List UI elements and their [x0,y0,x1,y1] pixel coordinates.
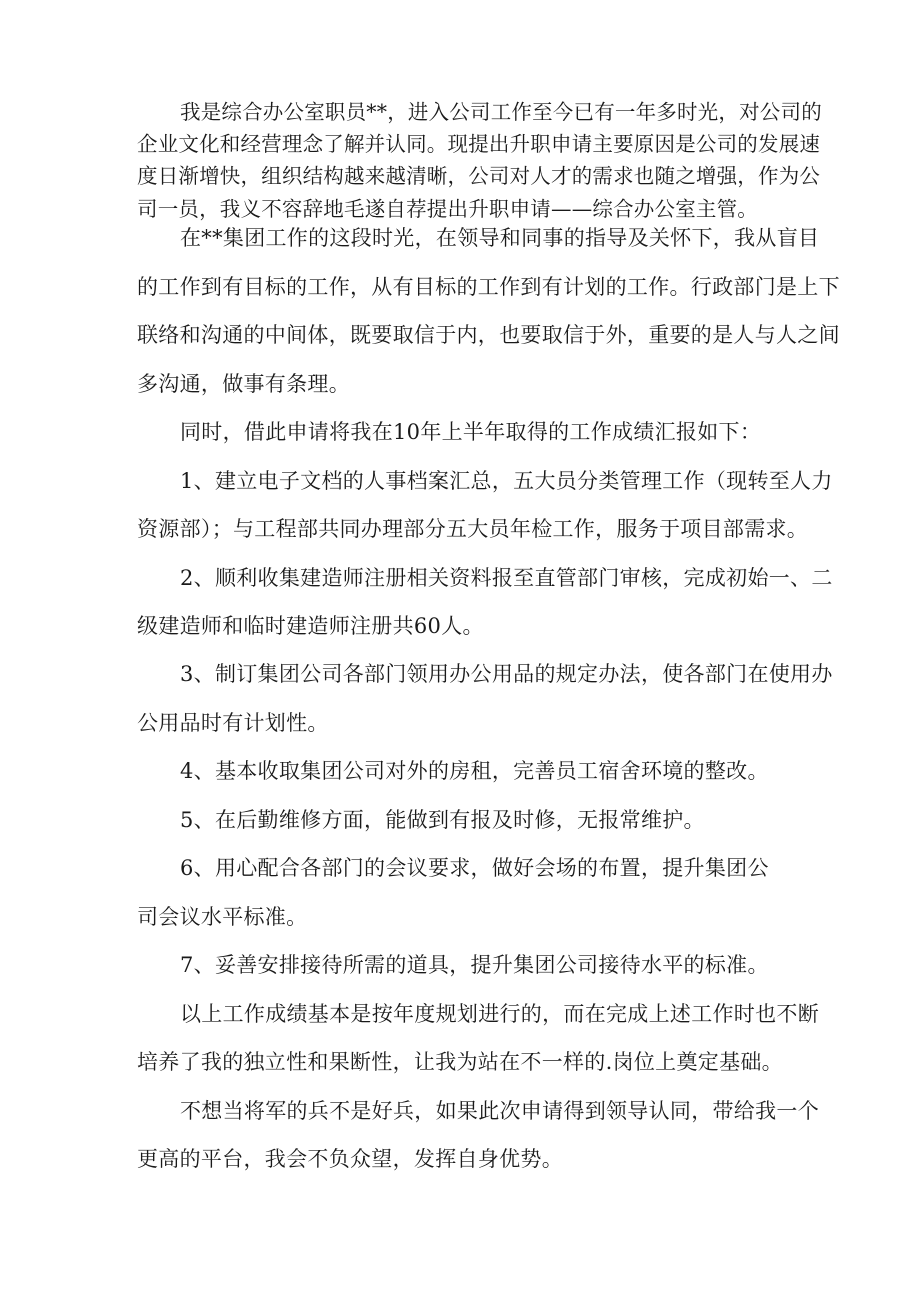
text-line: 司一员，我义不容辞地毛遂自荐提出升职申请——综合办公室主管。 [137,197,758,221]
text-line: 培养了我的独立性和果断性，让我为站在不一样的.岗位上奠定基础。 [137,1050,783,1074]
text-line: 2、顺利收集建造师注册相关资料报至直管部门审核，完成初始一、二 [180,566,833,590]
text-line: 在**集团工作的这段时光，在领导和同事的指导及关怀下，我从盲目 [180,226,820,250]
text-line: 司会议水平标准。 [137,905,308,929]
text-line: 同时，借此申请将我在10年上半年取得的工作成绩汇报如下： [180,420,762,444]
text-line: 我是综合办公室职员**，进入公司工作至今已有一年多时光，对公司的 [180,100,822,124]
text-line: 4、基本收取集团公司对外的房租，完善员工宿舍环境的整改。 [180,759,769,783]
text-line: 7、妥善安排接待所需的道具，提升集团公司接待水平的标准。 [180,953,769,977]
text-line: 多沟通，做事有条理。 [137,372,350,396]
text-line: 公用品时有计划性。 [137,711,329,735]
text-line: 更高的平台，我会不负众望，发挥自身优势。 [137,1147,563,1171]
text-line: 级建造师和临时建造师注册共60人。 [137,614,484,638]
text-line: 的工作到有目标的工作，从有目标的工作到有计划的工作。行政部门是上下 [137,275,840,299]
text-line: 不想当将军的兵不是好兵，如果此次申请得到领导认同，带给我一个 [180,1099,819,1123]
text-line: 度日渐增快，组织结构越来越清晰，公司对人才的需求也随之增强，作为公 [137,164,821,188]
text-line: 以上工作成绩基本是按年度规划进行的，而在完成上述工作时也不断 [180,1002,819,1026]
text-line: 6、用心配合各部门的会议要求，做好会场的布置，提升集团公 [180,856,769,880]
text-line: 资源部）；与工程部共同办理部分五大员年检工作，服务于项目部需求。 [137,517,809,541]
text-line: 3、制订集团公司各部门领用办公用品的规定办法，使各部门在使用办 [180,662,833,686]
text-line: 1、建立电子文档的人事档案汇总，五大员分类管理工作（现转至人力 [180,469,833,493]
text-line: 企业文化和经营理念了解并认同。现提出升职申请主要原因是公司的发展速 [137,132,821,156]
text-line: 联络和沟通的中间体，既要取信于内，也要取信于外，重要的是人与人之间 [137,323,840,347]
text-line: 5、在后勤维修方面，能做到有报及时修，无报常维护。 [180,808,705,832]
